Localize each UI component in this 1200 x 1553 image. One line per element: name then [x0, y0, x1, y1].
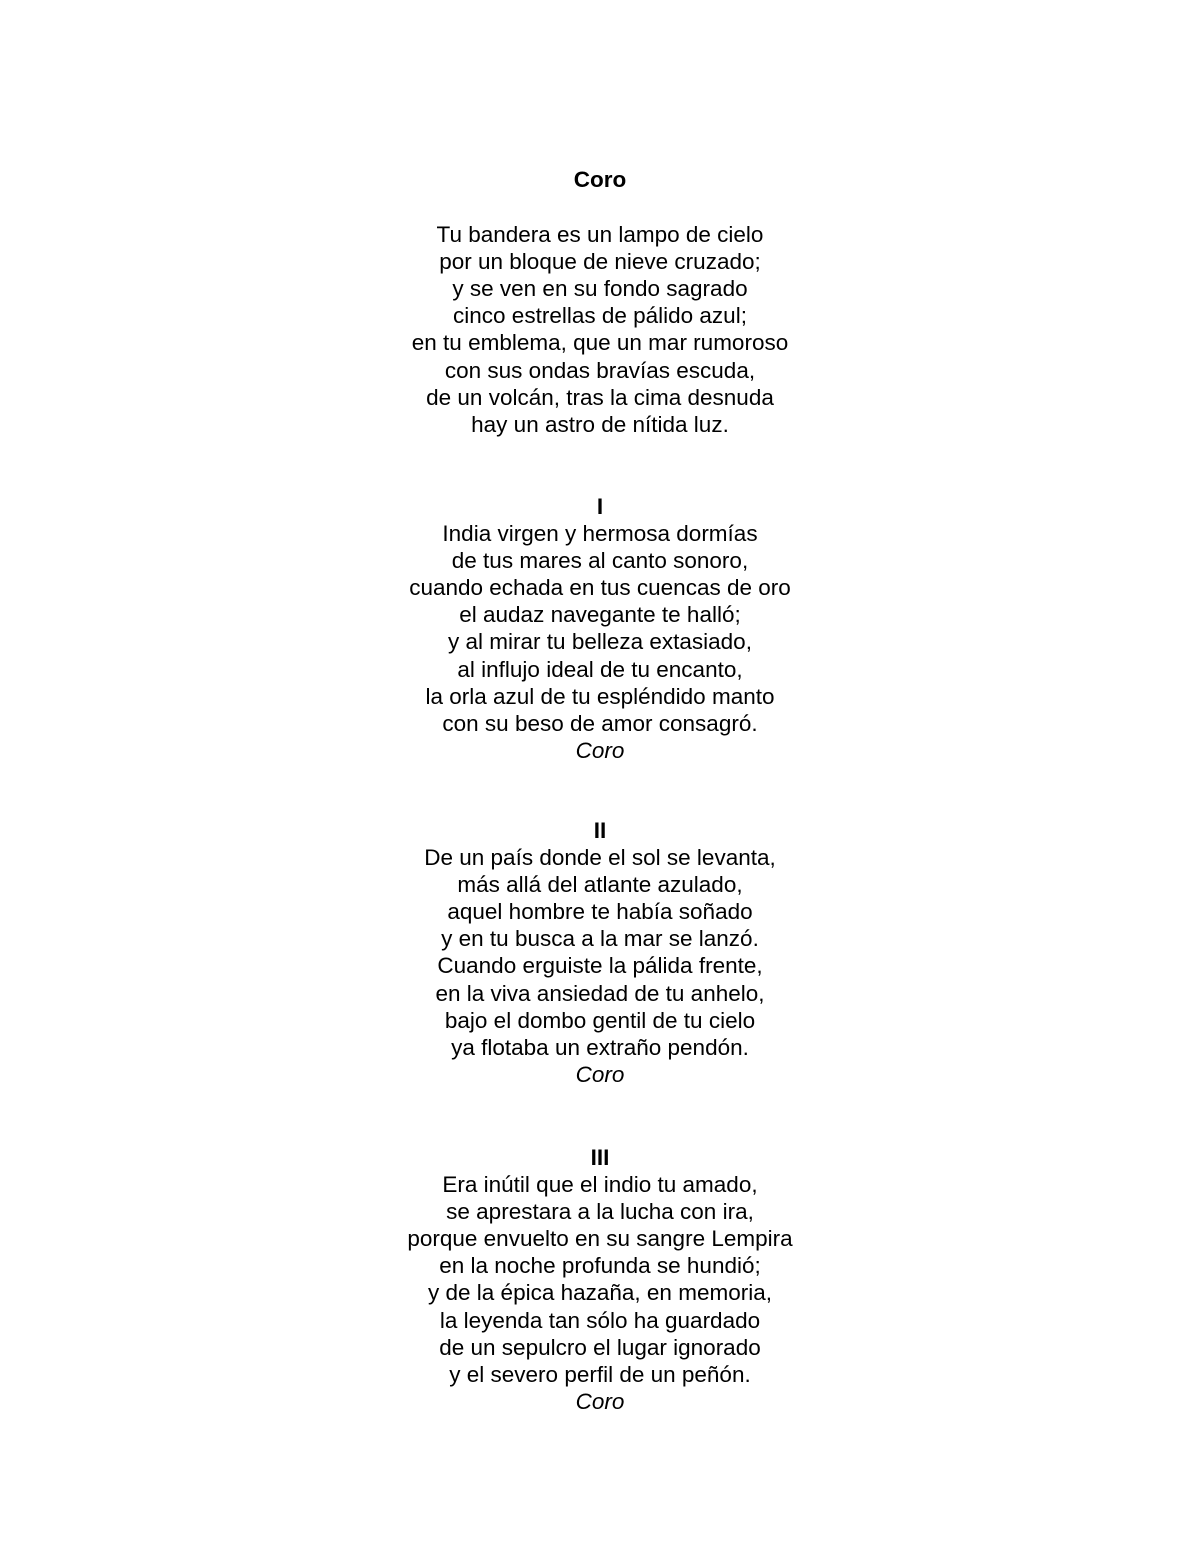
stanza-line: y el severo perfil de un peñón. [449, 1361, 751, 1387]
chorus-line: de un volcán, tras la cima desnuda [426, 384, 774, 410]
chorus-title: Coro [573, 167, 627, 192]
chorus-line: y se ven en su fondo sagrado [452, 276, 748, 302]
stanza-line: ya flotaba un extraño pendón. [451, 1034, 749, 1060]
stanza-line: en la viva ansiedad de tu anhelo, [435, 980, 765, 1006]
chorus-stanza [0, 166, 1200, 438]
stanza-line: más allá del atlante azulado, [457, 872, 743, 898]
chorus-line: con sus ondas bravías escuda, [444, 357, 756, 383]
chorus-line: hay un astro de nítida luz. [471, 411, 729, 437]
refrain-label: Coro [575, 1061, 625, 1087]
stanza-line: India virgen y hermosa dormías [442, 521, 758, 547]
stanza-line: con su beso de amor consagró. [442, 710, 758, 736]
stanza-line: y al mirar tu belleza extasiado, [448, 629, 752, 655]
stanza-line: al influjo ideal de tu encanto, [457, 656, 743, 682]
stanza-line: Cuando erguiste la pálida frente, [437, 953, 763, 979]
stanza-line: se aprestara a la lucha con ira, [446, 1199, 754, 1225]
stanza-ii [0, 817, 1200, 1088]
chorus-line: cinco estrellas de pálido azul; [453, 303, 747, 329]
stanza-numeral: I [596, 494, 604, 519]
stanza-line: de un sepulcro el lugar ignorado [439, 1334, 761, 1360]
stanza-line: y en tu busca a la mar se lanzó. [441, 926, 759, 952]
chorus-line: Tu bandera es un lampo de cielo [436, 222, 764, 248]
stanza-line: en la noche profunda se hundió; [439, 1253, 761, 1279]
stanza-line: aquel hombre te había soñado [447, 899, 753, 925]
stanza-line: de tus mares al canto sonoro, [451, 548, 749, 574]
stanza-numeral: II [593, 818, 607, 843]
stanza-line: cuando echada en tus cuencas de oro [409, 575, 791, 601]
stanza-line: De un país donde el sol se levanta, [424, 845, 776, 871]
stanza-iii [0, 1144, 1200, 1415]
stanza-i [0, 493, 1200, 764]
refrain-label: Coro [575, 1388, 625, 1414]
stanza-line: y de la épica hazaña, en memoria, [428, 1280, 772, 1306]
stanza-line: la orla azul de tu espléndido manto [425, 683, 775, 709]
stanza-line: Era inútil que el indio tu amado, [442, 1172, 758, 1198]
chorus-line: por un bloque de nieve cruzado; [439, 249, 761, 275]
chorus-line: en tu emblema, que un mar rumoroso [411, 330, 789, 356]
stanza-line: la leyenda tan sólo ha guardado [439, 1307, 761, 1333]
stanza-line: el audaz navegante te halló; [459, 602, 741, 628]
refrain-label: Coro [575, 737, 625, 763]
stanza-line: porque envuelto en su sangre Lempira [407, 1226, 793, 1252]
stanza-line: bajo el dombo gentil de tu cielo [444, 1007, 756, 1033]
stanza-numeral: III [590, 1145, 610, 1170]
